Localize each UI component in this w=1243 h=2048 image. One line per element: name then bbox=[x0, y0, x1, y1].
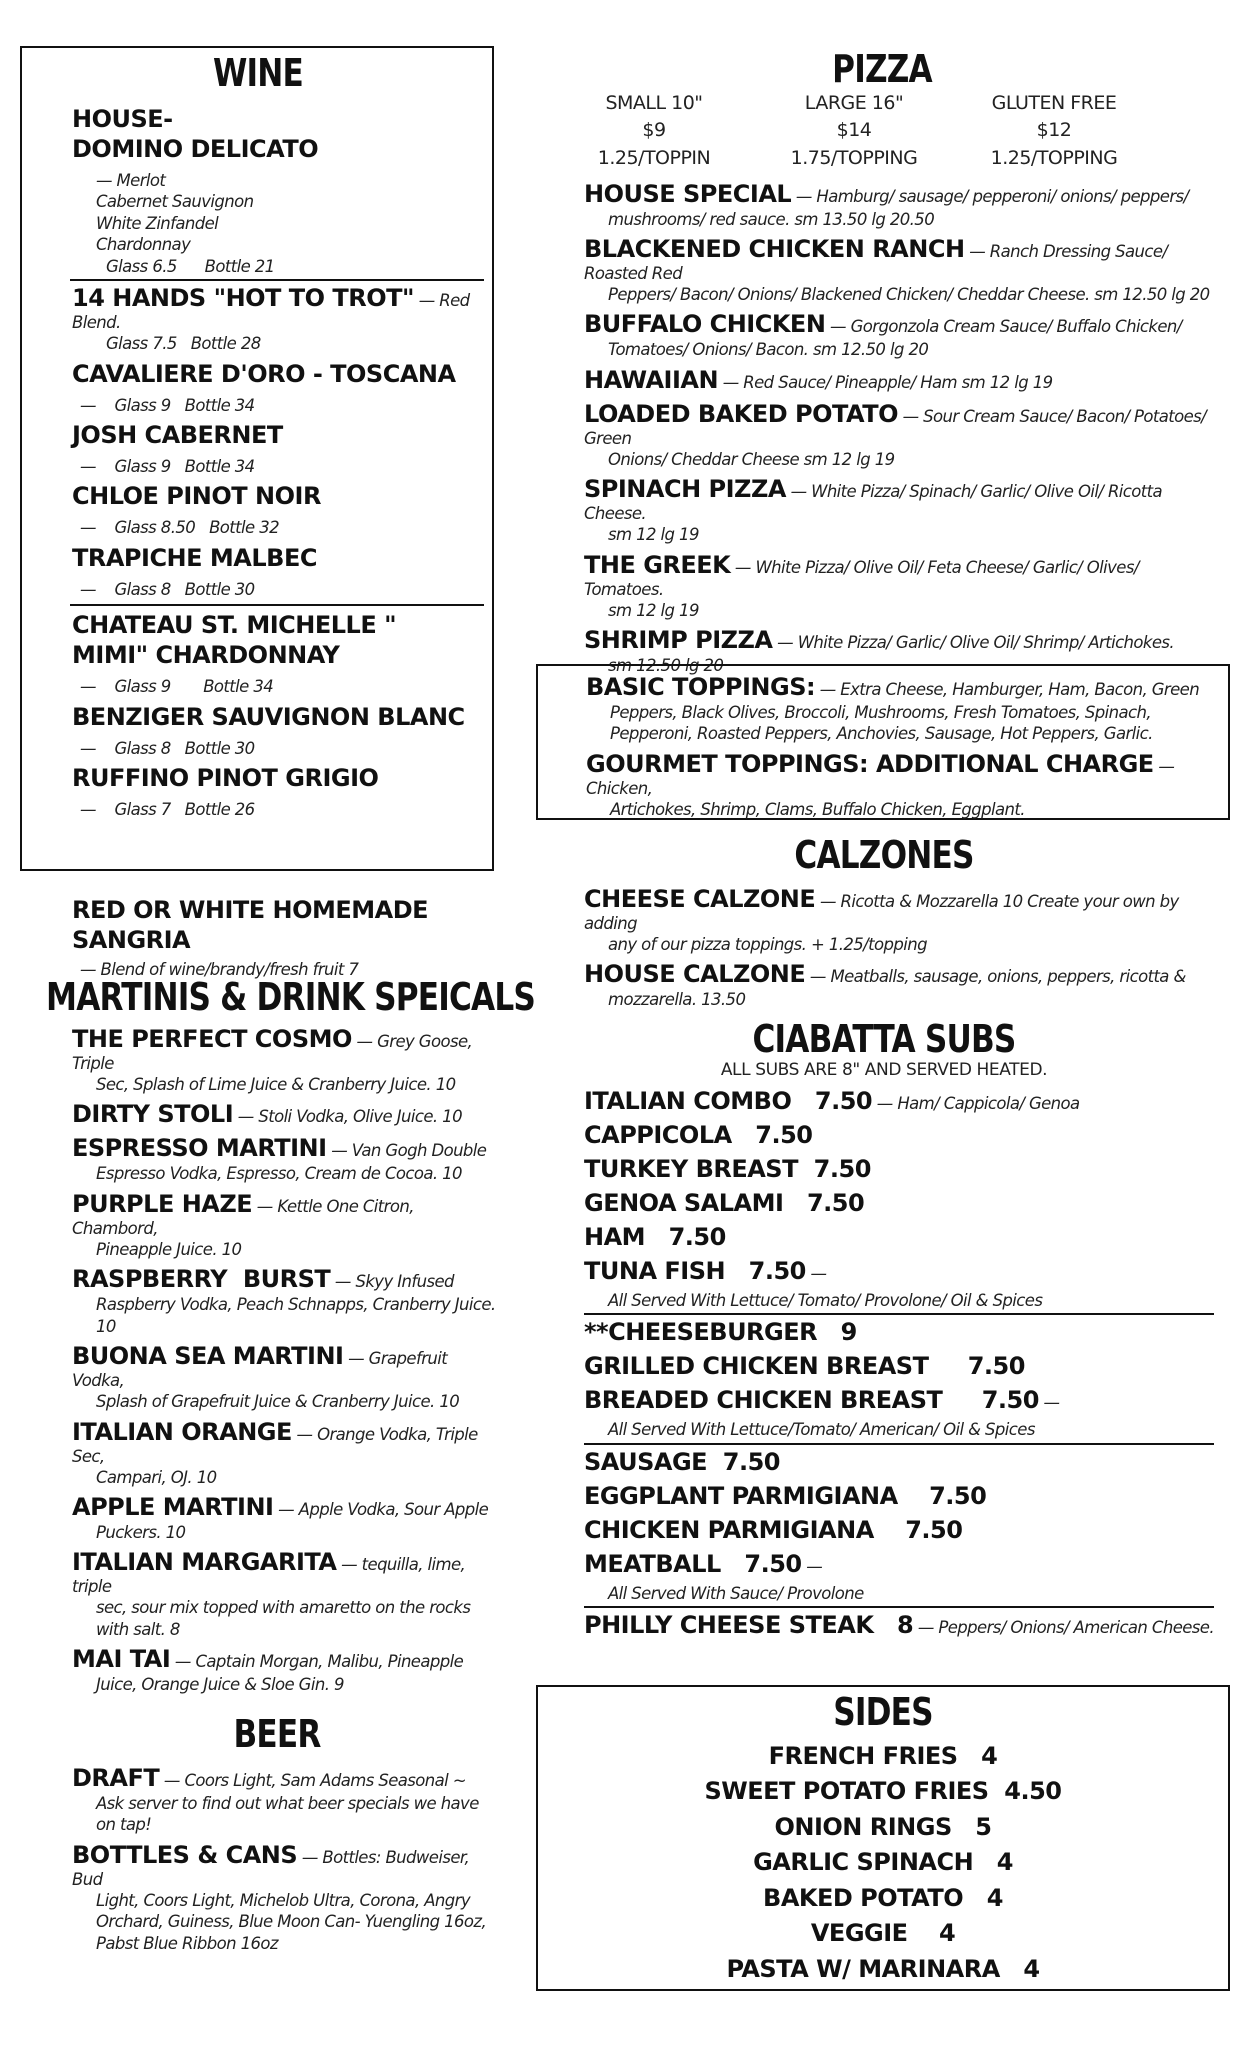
martini-name: PURPLE HAZE bbox=[72, 1189, 253, 1218]
pizza-desc-cont: sm 12 lg 19 bbox=[608, 525, 699, 545]
sub-item bbox=[584, 1351, 1224, 1381]
martini-desc: — Grey Goose, Triple bbox=[72, 1031, 473, 1073]
sangria-section bbox=[72, 895, 502, 980]
pizza-item bbox=[584, 234, 1220, 305]
subs-group2-note: All Served With Lettuce/Tomato/ American/ Oil & Spices bbox=[608, 1420, 1035, 1440]
pizza-desc-cont: Tomatoes/ Onions/ Bacon. sm 12.50 lg 20 bbox=[608, 340, 929, 360]
subs-group1-note: All Served With Lettuce/ Tomato/ Provolone/ Oil & Spices bbox=[608, 1290, 1043, 1310]
martini-item bbox=[72, 1264, 496, 1337]
subs-title: CIABATTA SUBS bbox=[752, 1017, 1016, 1061]
sub-desc: — bbox=[1038, 1393, 1060, 1413]
size-large: LARGE 16" bbox=[804, 91, 904, 114]
beer-section bbox=[72, 1712, 502, 1958]
basic-toppings-desc-cont: Peppers, Black Olives, Broccoli, Mushrooms, Fresh Tomatoes, Spinach, Pepperoni, Roasted Peppers, Anchovies, Sausage, Hot Peppers, Garlic. bbox=[610, 703, 1153, 744]
beer-item bbox=[72, 1840, 502, 1954]
sub-item bbox=[584, 1256, 1224, 1286]
beer-title: BEER bbox=[233, 1712, 321, 1756]
wine-price: — Glass 7 Bottle 26 bbox=[80, 800, 255, 820]
martini-desc: — tequilla, lime, triple bbox=[72, 1555, 466, 1597]
martini-desc: — Orange Vodka, Triple Sec, bbox=[72, 1424, 478, 1466]
pizza-name: BLACKENED CHICKEN RANCH bbox=[584, 234, 965, 263]
wine-price: Glass 7.5 Bottle 28 bbox=[106, 334, 261, 354]
martini-name: DIRTY STOLI bbox=[72, 1100, 234, 1129]
pizza-item bbox=[584, 179, 1220, 230]
martini-desc: — Van Gogh Double bbox=[326, 1141, 487, 1161]
wine-item bbox=[72, 481, 484, 538]
beer-name: BOTTLES & CANS bbox=[72, 1840, 298, 1869]
side-item: FRENCH FRIES 4 bbox=[768, 1741, 998, 1770]
sub-item bbox=[584, 1481, 1224, 1511]
sangria-desc: — Blend of wine/brandy/fresh fruit 7 bbox=[80, 960, 359, 979]
pizza-name: BUFFALO CHICKEN bbox=[584, 310, 826, 339]
sub-name: HAM 7.50 bbox=[584, 1222, 726, 1251]
sides-title: SIDES bbox=[833, 1690, 933, 1734]
martini-item bbox=[72, 1492, 496, 1543]
sub-name: **CHEESEBURGER 9 bbox=[584, 1318, 857, 1347]
wine-title: WINE bbox=[212, 51, 304, 95]
wine-name-cont: MIMI" CHARDONNAY bbox=[72, 641, 340, 670]
martini-desc: — Apple Vodka, Sour Apple bbox=[273, 1499, 489, 1519]
wine-box bbox=[20, 46, 494, 871]
sub-item bbox=[584, 1385, 1224, 1415]
calzones-section bbox=[584, 833, 1224, 1015]
pizza-item bbox=[584, 309, 1220, 360]
martini-desc: — Grapefruit Vodka, bbox=[72, 1349, 448, 1391]
sub-name: PHILLY CHEESE STEAK 8 bbox=[584, 1611, 914, 1640]
martini-name: APPLE MARTINI bbox=[72, 1492, 274, 1521]
pizza-item bbox=[584, 550, 1220, 621]
wine-name: 14 HANDS "HOT TO TROT" bbox=[72, 284, 415, 313]
sub-item bbox=[584, 1317, 1224, 1347]
price-small: $9 bbox=[642, 119, 666, 142]
basic-toppings-desc: — Extra Cheese, Hamburger, Ham, Bacon, Green bbox=[815, 680, 1200, 699]
calzone-desc-cont: mozzarella. 13.50 bbox=[608, 990, 746, 1010]
size-gluten-free: GLUTEN FREE bbox=[991, 91, 1117, 114]
martini-name: RASPBERRY BURST bbox=[72, 1265, 331, 1294]
sub-name: MEATBALL 7.50 bbox=[584, 1549, 802, 1578]
divider bbox=[584, 1313, 1214, 1315]
side-item: SWEET POTATO FRIES 4.50 bbox=[704, 1777, 1062, 1806]
martini-name: ESPRESSO MARTINI bbox=[72, 1134, 327, 1163]
subs-group-chicken bbox=[584, 1317, 1224, 1415]
calzone-item bbox=[584, 884, 1224, 955]
martinis-list bbox=[46, 1024, 496, 1696]
subs-group-cold bbox=[584, 1086, 1224, 1286]
martini-desc-cont: Juice, Orange Juice & Sloe Gin. 9 bbox=[96, 1675, 344, 1695]
martinis-title: MARTINIS & DRINK SPEICALS bbox=[46, 975, 536, 1019]
house-wine-title: HOUSE- bbox=[72, 104, 173, 133]
pizza-desc: — Hamburg/ sausage/ pepperoni/ onions/ peppers/ bbox=[791, 186, 1189, 206]
house-varietal: Cabernet Sauvignon bbox=[96, 192, 254, 212]
side-item: BAKED POTATO 4 bbox=[763, 1883, 1003, 1912]
sub-desc: — Peppers/ Onions/ American Cheese. bbox=[913, 1618, 1214, 1638]
wine-price: — Glass 9 Bottle 34 bbox=[80, 456, 255, 476]
martini-desc-cont: Campari, OJ. 10 bbox=[96, 1467, 217, 1487]
pizza-name: THE GREEK bbox=[584, 550, 731, 579]
martini-desc: — Kettle One Citron, Chambord, bbox=[72, 1196, 414, 1238]
martini-desc-cont: Raspberry Vodka, Peach Schnapps, Cranberry Juice. 10 bbox=[96, 1295, 496, 1336]
side-item: VEGGIE 4 bbox=[810, 1919, 956, 1948]
wine-price: — Glass 8.50 Bottle 32 bbox=[80, 518, 280, 538]
divider bbox=[70, 279, 484, 281]
sub-desc: — bbox=[801, 1556, 823, 1576]
sub-name: EGGPLANT PARMIGIANA 7.50 bbox=[584, 1481, 987, 1510]
sub-name: BREADED CHICKEN BREAST 7.50 bbox=[584, 1386, 1039, 1415]
pizza-name: SPINACH PIZZA bbox=[584, 475, 786, 504]
price-large: $14 bbox=[836, 119, 872, 142]
pizza-name: HAWAIIAN bbox=[584, 365, 719, 394]
wine-item bbox=[72, 702, 484, 759]
sub-item bbox=[584, 1222, 1224, 1252]
martini-item bbox=[72, 1024, 496, 1095]
subs-group-hot bbox=[584, 1447, 1224, 1579]
pizza-desc: — White Pizza/ Garlic/ Olive Oil/ Shrimp/ Artichokes. bbox=[772, 633, 1175, 653]
pizza-item bbox=[584, 474, 1220, 545]
sub-item bbox=[584, 1447, 1224, 1477]
martini-name: BUONA SEA MARTINI bbox=[72, 1342, 344, 1371]
martini-desc-cont: Splash of Grapefruit Juice & Cranberry Juice. 10 bbox=[96, 1392, 460, 1412]
divider bbox=[70, 604, 484, 606]
subs-group3-note: All Served With Sauce/ Provolone bbox=[608, 1583, 864, 1603]
sub-name: GRILLED CHICKEN BREAST 7.50 bbox=[584, 1352, 1025, 1381]
martini-name: THE PERFECT COSMO bbox=[72, 1024, 352, 1053]
pizza-desc: — White Pizza/ Olive Oil/ Feta Cheese/ Garlic/ Olives/ Tomatoes. bbox=[584, 557, 1139, 599]
sangria-name: RED OR WHITE HOMEMADE SANGRIA bbox=[72, 896, 429, 954]
subs-note: ALL SUBS ARE 8" AND SERVED HEATED. bbox=[720, 1059, 1048, 1080]
gourmet-toppings-desc-cont: Artichokes, Shrimp, Clams, Buffalo Chicken, Eggplant. bbox=[610, 799, 1025, 819]
pizza-name: SHRIMP PIZZA bbox=[584, 626, 773, 655]
house-wine-name: DOMINO DELICATO bbox=[72, 134, 319, 163]
pizza-name: HOUSE SPECIAL bbox=[584, 179, 792, 208]
pizza-item bbox=[584, 365, 1220, 395]
sub-item bbox=[584, 1515, 1224, 1545]
topping-gluten-free: 1.25/TOPPING bbox=[990, 146, 1118, 169]
gourmet-toppings-name: GOURMET TOPPINGS: ADDITIONAL CHARGE bbox=[586, 749, 1154, 778]
wine-price: — Glass 9 Bottle 34 bbox=[80, 395, 255, 415]
topping-small: 1.25/TOPPIN bbox=[597, 146, 711, 169]
house-price: Glass 6.5 Bottle 21 bbox=[106, 256, 275, 276]
sides-list bbox=[538, 1739, 1228, 1988]
martini-desc-cont: Puckers. 10 bbox=[96, 1522, 186, 1542]
sub-item bbox=[584, 1610, 1224, 1640]
size-small: SMALL 10" bbox=[605, 91, 703, 114]
gourmet-toppings-desc: — Chicken, bbox=[586, 756, 1175, 798]
sub-desc: — Ham/ Cappicola/ Genoa bbox=[872, 1093, 1080, 1113]
pizza-desc: — Gorgonzola Cream Sauce/ Buffalo Chicken/ bbox=[825, 317, 1182, 337]
pizza-desc: — Ranch Dressing Sauce/ Roasted Red bbox=[584, 241, 1168, 283]
sub-item bbox=[584, 1188, 1224, 1218]
pizza-item bbox=[584, 399, 1220, 470]
martini-item bbox=[72, 1099, 496, 1129]
beer-desc: — Coors Light, Sam Adams Seasonal ~ bbox=[159, 1770, 466, 1790]
sides-box bbox=[536, 1685, 1230, 1991]
martini-desc-cont: Espresso Vodka, Espresso, Cream de Cocoa. 10 bbox=[96, 1164, 462, 1184]
basic-toppings-name: BASIC TOPPINGS: bbox=[586, 673, 816, 701]
wine-name: CHATEAU ST. MICHELLE " bbox=[72, 611, 397, 640]
martini-desc-cont: sec, sour mix topped with amaretto on the rocks with salt. 8 bbox=[96, 1598, 471, 1639]
calzone-item bbox=[584, 959, 1224, 1010]
toppings-box bbox=[536, 664, 1230, 820]
calzone-name: HOUSE CALZONE bbox=[584, 960, 806, 989]
calzone-name: CHEESE CALZONE bbox=[584, 884, 816, 913]
wine-item bbox=[72, 543, 484, 600]
pizza-sizes bbox=[554, 90, 1154, 173]
martini-desc: — Captain Morgan, Malibu, Pineapple bbox=[170, 1652, 464, 1672]
beer-desc-cont: Ask server to find out what beer specials we have on tap! bbox=[96, 1793, 479, 1835]
pizza-list bbox=[584, 179, 1220, 677]
martini-desc-cont: Pineapple Juice. 10 bbox=[96, 1239, 242, 1259]
house-varietal: Chardonnay bbox=[96, 235, 191, 255]
pizza-section bbox=[584, 47, 1220, 681]
wine-item bbox=[72, 420, 484, 477]
beer-desc: — Bottles: Budweiser, Bud bbox=[72, 1847, 470, 1889]
martini-item bbox=[72, 1133, 496, 1184]
pizza-desc-cont: sm 12 lg 19 bbox=[608, 600, 699, 620]
topping-large: 1.75/TOPPING bbox=[790, 146, 918, 169]
martini-desc: — Stoli Vodka, Olive Juice. 10 bbox=[233, 1107, 462, 1127]
martini-name: MAI TAI bbox=[72, 1645, 171, 1674]
pizza-desc-cont: sm 12.50 lg 20 bbox=[608, 656, 724, 676]
beer-item bbox=[72, 1763, 502, 1836]
sub-name: CHICKEN PARMIGIANA 7.50 bbox=[584, 1515, 963, 1544]
wine-name: BENZIGER SAUVIGNON BLANC bbox=[72, 702, 465, 731]
martini-item bbox=[72, 1547, 496, 1640]
sub-name: GENOA SALAMI 7.50 bbox=[584, 1188, 865, 1217]
sub-desc: — bbox=[805, 1263, 827, 1283]
martini-desc: — Skyy Infused bbox=[330, 1272, 454, 1292]
beer-desc-cont: Light, Coors Light, Michelob Ultra, Corona, Angry Orchard, Guiness, Blue Moon Can- Yuengling 16oz, Pabst Blue Ribbon 16oz bbox=[96, 1890, 487, 1953]
house-varietal: — Merlot bbox=[96, 170, 166, 190]
martini-name: ITALIAN ORANGE bbox=[72, 1417, 292, 1446]
wine-name: JOSH CABERNET bbox=[72, 420, 283, 449]
calzone-desc-cont: any of our pizza toppings. + 1.25/topping bbox=[608, 934, 927, 954]
wine-name: CAVALIERE D'ORO - TOSCANA bbox=[72, 359, 456, 388]
wine-price: — Glass 8 Bottle 30 bbox=[80, 738, 255, 758]
wine-name: RUFFINO PINOT GRIGIO bbox=[72, 764, 379, 793]
side-item: ONION RINGS 5 bbox=[774, 1812, 992, 1841]
side-item: PASTA W/ MARINARA 4 bbox=[726, 1954, 1040, 1983]
calzones-title: CALZONES bbox=[794, 833, 974, 877]
sub-name: TUNA FISH 7.50 bbox=[584, 1256, 806, 1285]
wine-item bbox=[72, 763, 484, 820]
martinis-section bbox=[46, 975, 536, 1700]
price-gluten-free: $12 bbox=[1036, 119, 1072, 142]
martini-desc-cont: Sec, Splash of Lime Juice & Cranberry Juice. 10 bbox=[96, 1074, 456, 1094]
sub-item bbox=[584, 1120, 1224, 1150]
sub-item bbox=[584, 1154, 1224, 1184]
pizza-desc: — White Pizza/ Spinach/ Garlic/ Olive Oil/ Ricotta Cheese. bbox=[584, 482, 1163, 524]
wine-price: — Glass 8 Bottle 30 bbox=[80, 579, 255, 599]
divider bbox=[584, 1443, 1214, 1445]
calzone-desc: — Ricotta & Mozzarella 10 Create your own by adding bbox=[584, 891, 1179, 933]
sub-name: TURKEY BREAST 7.50 bbox=[584, 1154, 871, 1183]
martini-item bbox=[72, 1644, 496, 1695]
pizza-desc: — Red Sauce/ Pineapple/ Ham sm 12 lg 19 bbox=[718, 372, 1053, 392]
wine-name: TRAPICHE MALBEC bbox=[72, 543, 317, 572]
side-item: GARLIC SPINACH 4 bbox=[753, 1848, 1013, 1877]
martini-item bbox=[72, 1341, 496, 1412]
beer-name: DRAFT bbox=[72, 1763, 160, 1792]
sub-item bbox=[584, 1549, 1224, 1579]
sub-name: ITALIAN COMBO 7.50 bbox=[584, 1086, 873, 1115]
divider bbox=[584, 1606, 1214, 1608]
wine-price: — Glass 9 Bottle 34 bbox=[80, 677, 274, 697]
pizza-title: PIZZA bbox=[832, 47, 932, 91]
wine-item bbox=[72, 610, 484, 697]
martini-item bbox=[72, 1417, 496, 1488]
calzone-desc: — Meatballs, sausage, onions, peppers, ricotta & bbox=[805, 967, 1186, 987]
house-varietal: White Zinfandel bbox=[96, 213, 219, 233]
pizza-desc-cont: Onions/ Cheddar Cheese sm 12 lg 19 bbox=[608, 449, 895, 469]
pizza-desc-cont: mushrooms/ red sauce. sm 13.50 lg 20.50 bbox=[608, 209, 935, 229]
pizza-name: LOADED BAKED POTATO bbox=[584, 399, 898, 428]
subs-section bbox=[584, 1017, 1224, 1644]
pizza-desc: — Sour Cream Sauce/ Bacon/ Potatoes/ Green bbox=[584, 406, 1207, 448]
wine-item bbox=[72, 283, 484, 354]
wine-item bbox=[72, 359, 484, 416]
pizza-desc-cont: Peppers/ Bacon/ Onions/ Blackened Chicken/ Cheddar Cheese. sm 12.50 lg 20 bbox=[608, 284, 1210, 304]
sub-item bbox=[584, 1086, 1224, 1116]
martini-item bbox=[72, 1189, 496, 1260]
wine-name: CHLOE PINOT NOIR bbox=[72, 482, 321, 511]
sub-name: CAPPICOLA 7.50 bbox=[584, 1120, 813, 1149]
sub-name: SAUSAGE 7.50 bbox=[584, 1447, 780, 1476]
wine-desc: — Red Blend. bbox=[72, 291, 470, 333]
martini-name: ITALIAN MARGARITA bbox=[72, 1548, 337, 1577]
